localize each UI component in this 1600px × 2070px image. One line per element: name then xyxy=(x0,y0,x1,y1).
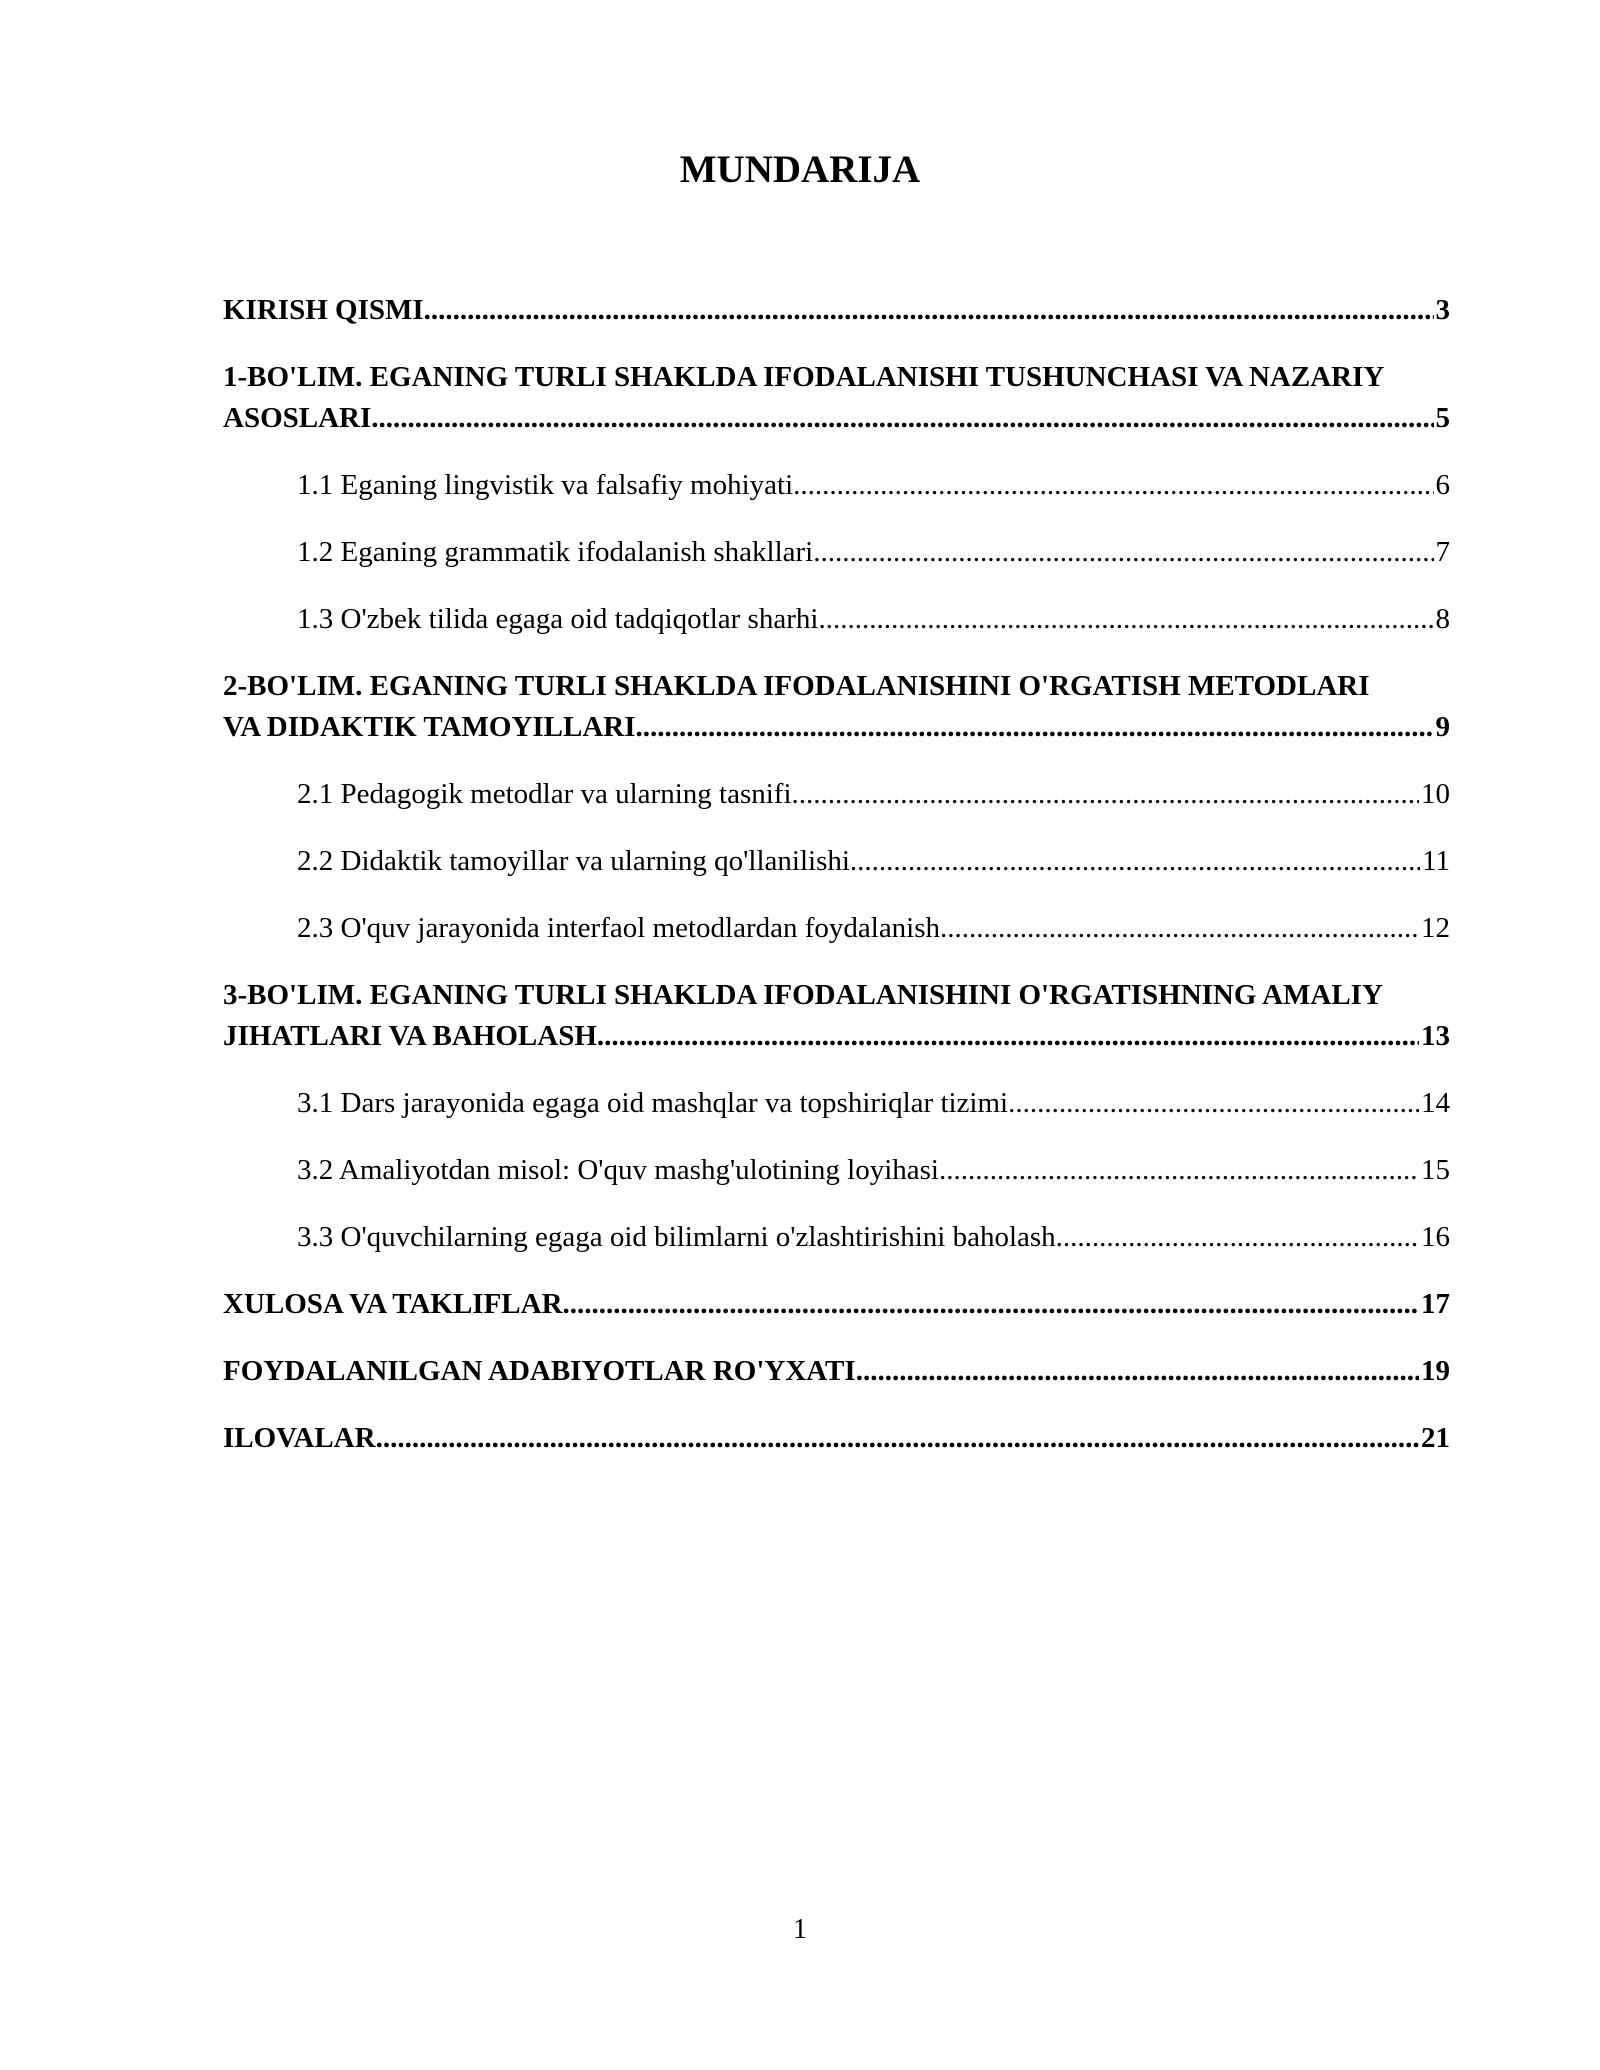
toc-entry-label: KIRISH QISMI xyxy=(223,294,424,326)
toc-entry-section-1-3[interactable] xyxy=(297,599,1450,640)
dot-leader xyxy=(371,398,1433,439)
toc-page-number: 10 xyxy=(1421,778,1450,810)
dot-leader xyxy=(940,908,1419,949)
toc-page-number: 13 xyxy=(1421,1020,1450,1052)
toc-entry-chapter-2[interactable] xyxy=(223,707,1450,748)
toc-page-number: 17 xyxy=(1421,1288,1450,1320)
dot-leader xyxy=(1056,1217,1419,1258)
toc-page-number: 16 xyxy=(1421,1221,1450,1253)
toc-entry-label: 3.2 Amaliyotdan misol: O'quv mashg'ulotining loyihasi xyxy=(297,1154,939,1186)
toc-page-number: 5 xyxy=(1435,402,1450,434)
toc-page-number: 14 xyxy=(1421,1087,1450,1119)
toc-entry-label: JIHATLARI VA BAHOLASH xyxy=(223,1020,597,1052)
dot-leader xyxy=(939,1150,1419,1191)
toc-entry-section-1-2[interactable] xyxy=(297,532,1450,573)
dot-leader xyxy=(850,841,1420,882)
toc-entry-appendices[interactable] xyxy=(223,1418,1450,1459)
dot-leader xyxy=(818,599,1433,640)
toc-page-number: 15 xyxy=(1421,1154,1450,1186)
dot-leader xyxy=(1008,1083,1419,1124)
toc-entry-label: ASOSLARI xyxy=(223,402,372,434)
toc-entry-section-3-2[interactable] xyxy=(297,1150,1450,1191)
toc-entry-label: 2.1 Pedagogik metodlar va ularning tasnifi xyxy=(297,778,792,810)
toc-entry-label: FOYDALANILGAN ADABIYOTLAR RO'YXATI xyxy=(223,1355,856,1387)
dot-leader xyxy=(376,1418,1419,1459)
dot-leader xyxy=(597,1016,1419,1057)
page-title: MUNDARIJA xyxy=(679,148,921,191)
toc-entry-section-2-3[interactable] xyxy=(297,908,1450,949)
toc-entry-section-1-1[interactable] xyxy=(297,465,1450,506)
toc-entry-chapter-3[interactable] xyxy=(223,1016,1450,1057)
toc-page-number: 21 xyxy=(1421,1422,1450,1454)
toc-entry-label: XULOSA VA TAKLIFLAR xyxy=(223,1288,563,1320)
toc-entry-chapter-3-line-1[interactable]: 3-BO'LIM. EGANING TURLI SHAKLDA IFODALANISHINI O'RGATISHNING AMALIY xyxy=(223,979,1383,1011)
toc-entry-label: 3.3 O'quvchilarning egaga oid bilimlarni o'zlashtirishini baholash xyxy=(297,1221,1056,1253)
toc-entry-label: 1.2 Eganing grammatik ifodalanish shakllari xyxy=(297,536,814,568)
toc-entry-label: ILOVALAR xyxy=(223,1422,376,1454)
toc-entry-section-2-1[interactable] xyxy=(297,774,1450,815)
toc-page-number: 6 xyxy=(1435,469,1450,501)
toc-page-number: 19 xyxy=(1421,1355,1450,1387)
toc-entry-conclusion[interactable] xyxy=(223,1284,1450,1325)
toc-entry-section-2-2[interactable] xyxy=(297,841,1450,882)
dot-leader xyxy=(636,707,1434,748)
dot-leader xyxy=(793,465,1433,506)
toc-entry-references[interactable] xyxy=(223,1351,1450,1392)
toc-entry-chapter-1-line-1[interactable]: 1-BO'LIM. EGANING TURLI SHAKLDA IFODALANISHI TUSHUNCHASI VA NAZARIY xyxy=(223,361,1385,393)
toc-entry-label: VA DIDAKTIK TAMOYILLARI xyxy=(223,711,636,743)
toc-entry-label: 3.1 Dars jarayonida egaga oid mashqlar va topshiriqlar tizimi xyxy=(297,1087,1009,1119)
toc-page-number: 7 xyxy=(1435,536,1450,568)
page-number: 1 xyxy=(793,1914,807,1945)
toc-entry-label: 1.3 O'zbek tilida egaga oid tadqiqotlar sharhi xyxy=(297,603,819,635)
toc-entry-chapter-2-line-1[interactable]: 2-BO'LIM. EGANING TURLI SHAKLDA IFODALANISHINI O'RGATISH METODLARI xyxy=(223,670,1370,702)
toc-page-number: 12 xyxy=(1421,912,1450,944)
toc-page-number: 9 xyxy=(1435,711,1450,743)
toc-entry-label: 2.3 O'quv jarayonida interfaol metodlardan foydalanish xyxy=(297,912,941,944)
dot-leader xyxy=(424,290,1434,331)
toc-entry-section-3-3[interactable] xyxy=(297,1217,1450,1258)
toc-entry-section-3-1[interactable] xyxy=(297,1083,1450,1124)
dot-leader xyxy=(792,774,1419,815)
toc-entry-intro[interactable] xyxy=(223,290,1450,331)
toc-page-number: 3 xyxy=(1435,294,1450,326)
dot-leader xyxy=(563,1284,1419,1325)
toc-page-number: 11 xyxy=(1422,845,1450,877)
toc-page-number: 8 xyxy=(1435,603,1450,635)
toc-entry-label: 2.2 Didaktik tamoyillar va ularning qo'llanilishi xyxy=(297,845,850,877)
dot-leader xyxy=(856,1351,1419,1392)
toc-entry-chapter-1[interactable] xyxy=(223,398,1450,439)
dot-leader xyxy=(813,532,1433,573)
toc-entry-label: 1.1 Eganing lingvistik va falsafiy mohiyati xyxy=(297,469,794,501)
